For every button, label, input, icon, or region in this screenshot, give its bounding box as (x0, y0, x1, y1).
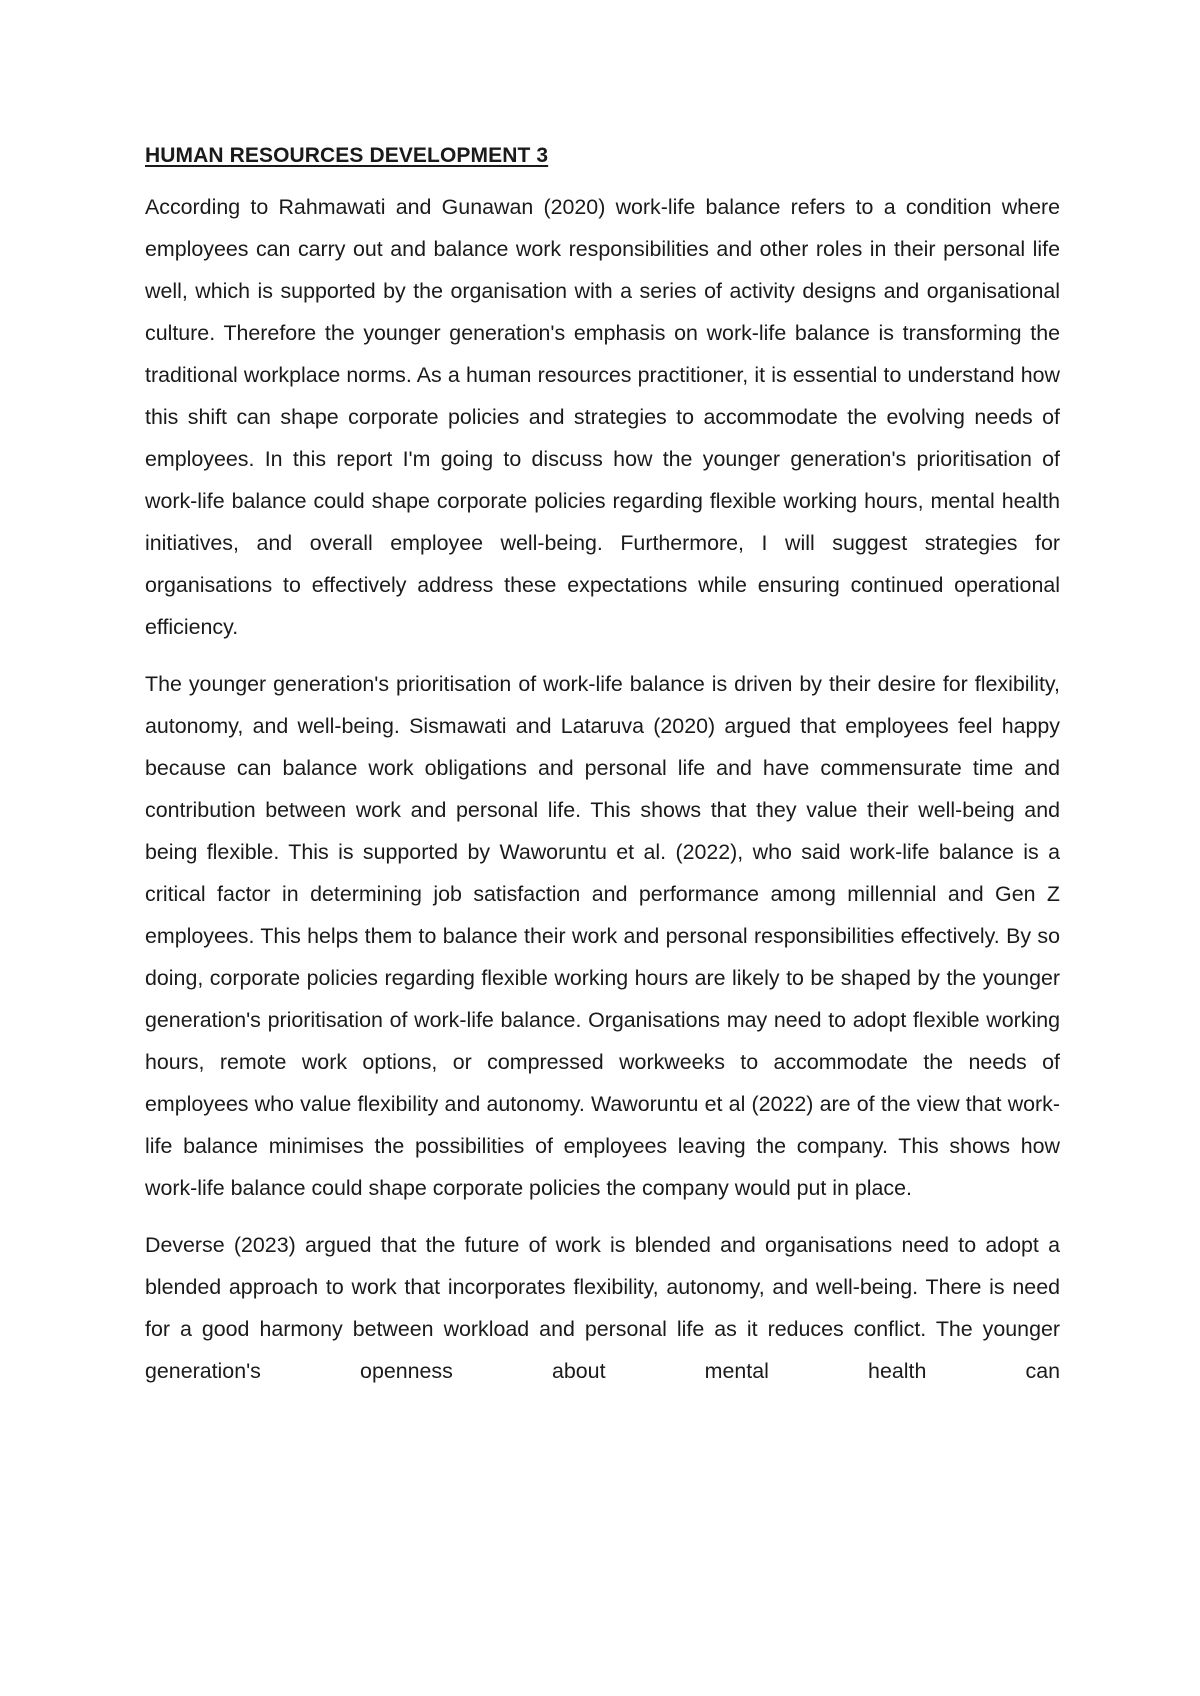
document-heading: HUMAN RESOURCES DEVELOPMENT 3 (145, 144, 549, 167)
paragraph-flexibility: The younger generation's prioritisation of work-life balance is driven by their desire for flexibility, autonomy, and well-being. Sismawati and Lataruva (2020) argued that employees feel happy because can balance work obligations and personal life and have commensurate time and contribution between work and personal life. This shows that they value their well-being and being flexible. This is supported by Waworuntu et al. (2022), who said work-life balance is a critical factor in determining job satisfaction and performance among millennial and Gen Z employees. This helps them to balance their work and personal responsibilities effectively. By so doing, corporate policies regarding flexible working hours are likely to be shaped by the younger generation's prioritisation of work-life balance. Organisations may need to adopt flexible working hours, remote work options, or compressed workweeks to accommodate the needs of employees who value flexibility and autonomy. Waworuntu et al (2022) are of the view that work-life balance minimises the possibilities of employees leaving the company. This shows how work-life balance could shape corporate policies the company would put in place. (145, 672, 1060, 1200)
paragraph-intro: According to Rahmawati and Gunawan (2020) work-life balance refers to a condition where employees can carry out and balance work responsibilities and other roles in their personal life well, which is supported by the organisation with a series of activity designs and organisational culture. Therefore the younger generation's emphasis on work-life balance is transforming the traditional workplace norms. As a human resources practitioner, it is essential to understand how this shift can shape corporate policies and strategies to accommodate the evolving needs of employees. In this report I'm going to discuss how the younger generation's prioritisation of work-life balance could shape corporate policies regarding flexible working hours, mental health initiatives, and overall employee well-being. Furthermore, I will suggest strategies for organisations to effectively address these expectations while ensuring continued operational efficiency. (145, 195, 1060, 639)
paragraph-blended-work: Deverse (2023) argued that the future of work is blended and organisations need to adopt a blended approach to work that incorporates flexibility, autonomy, and well-being. There is need for a good harmony between workload and personal life as it reduces conflict. The younger generation's openness about mental health can (145, 1233, 1060, 1383)
document-body (145, 142, 1060, 1407)
